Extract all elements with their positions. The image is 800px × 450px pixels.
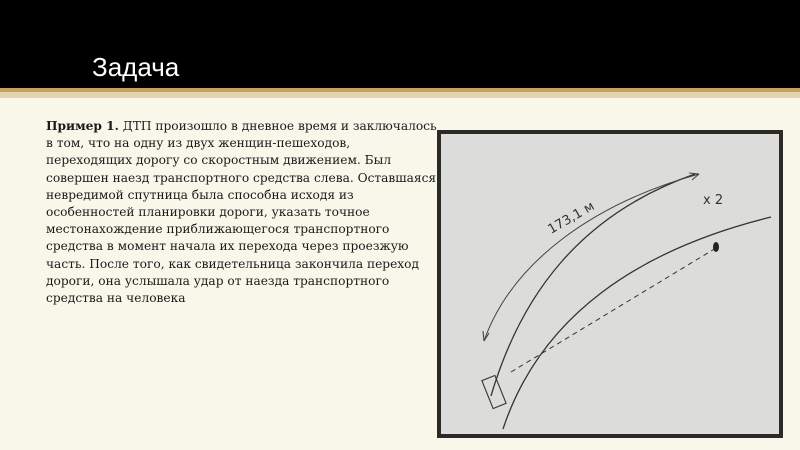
marker-label: x 2 bbox=[703, 193, 724, 208]
example-text: ДТП произошло в дневное время и заключалось в том, что на одну из двух женщин-пешеходов, переходящих дорогу со скоростным движением. Был совершен наезд транспортного средства слева. Оставшаяся невредимой спутница была способна исходя из особенностей планировки дороги, указать точное местонахождение приближающегося транспортного средства в момент начала их перехода через проезжую часть. После того, как свидетельница закончила переход дороги, она услышала удар от наезда транспортного средства на человека bbox=[46, 119, 437, 306]
direction-line bbox=[484, 174, 699, 341]
accent-stripe-light bbox=[0, 92, 800, 98]
road-edge-inner bbox=[503, 217, 771, 429]
distance-label: 173,1 м bbox=[545, 198, 598, 238]
title-bar bbox=[0, 0, 800, 88]
vehicle-dot bbox=[713, 242, 719, 252]
example-label: Пример 1. bbox=[46, 119, 119, 133]
road-sketch bbox=[441, 134, 779, 434]
task-description bbox=[46, 118, 438, 307]
sketch-paper bbox=[441, 134, 779, 434]
slide-title: Задача bbox=[92, 52, 180, 82]
sketch-photo bbox=[437, 130, 783, 438]
pedestrian-rectangle bbox=[482, 375, 506, 408]
